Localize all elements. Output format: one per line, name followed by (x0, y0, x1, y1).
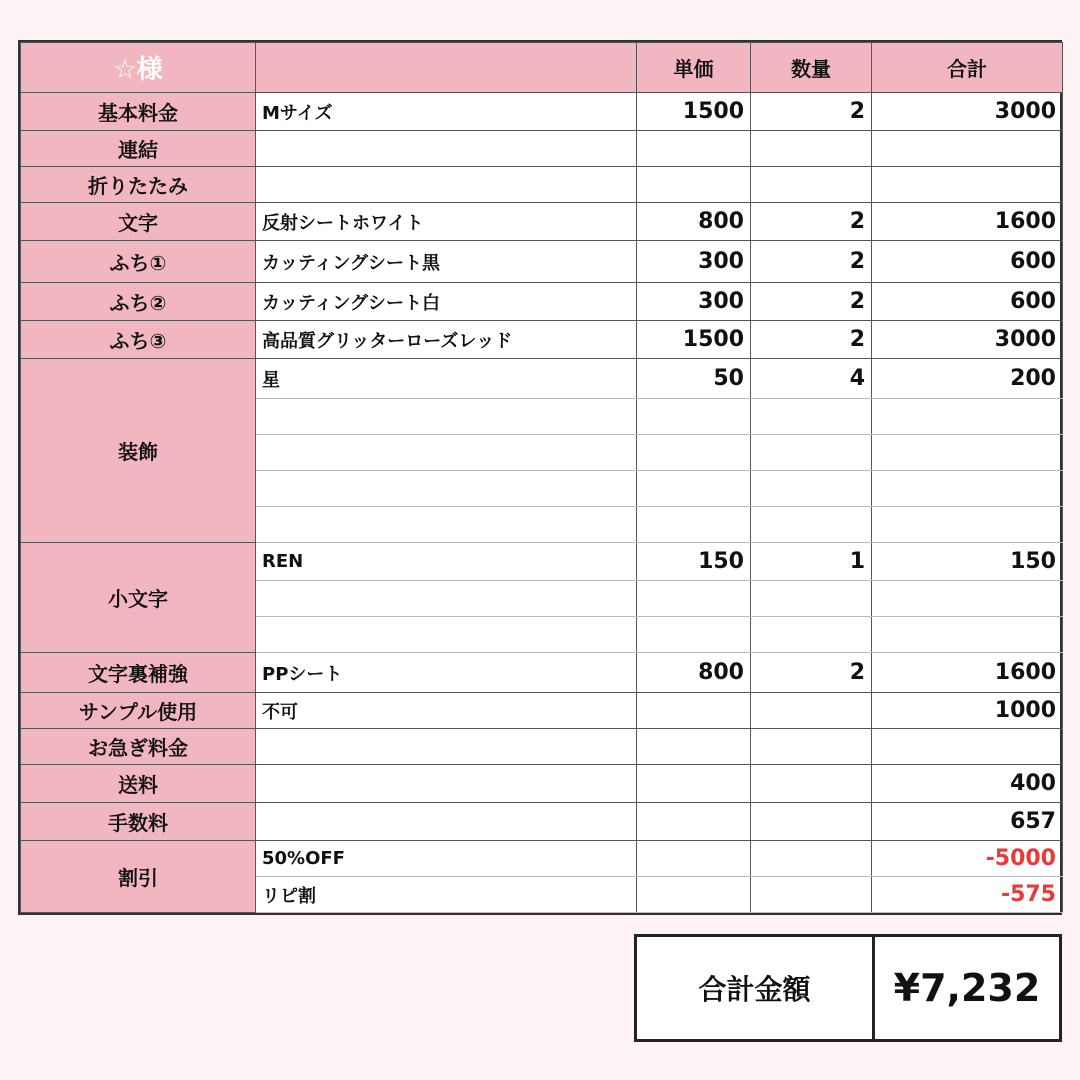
table-row (21, 841, 1063, 877)
row-total (872, 507, 1063, 543)
estimate-table-container (18, 40, 1062, 915)
row-qty: 4 (751, 359, 872, 399)
row-category: 折りたたみ (21, 167, 256, 203)
small-text-category: 小文字 (21, 543, 256, 653)
table-row (21, 359, 1063, 399)
customer-name-header: ☆様 (21, 43, 256, 93)
row-price: 800 (637, 203, 751, 241)
grand-total-label: 合計金額 (637, 937, 875, 1039)
row-category: 基本料金 (21, 93, 256, 131)
header-row (21, 43, 1063, 93)
row-total: 600 (872, 241, 1063, 283)
row-item (256, 507, 637, 543)
row-qty (751, 167, 872, 203)
table-row (21, 203, 1063, 241)
row-price: 1500 (637, 321, 751, 359)
row-qty: 2 (751, 321, 872, 359)
row-qty (751, 399, 872, 435)
row-qty (751, 693, 872, 729)
row-price (637, 841, 751, 877)
table-row (21, 93, 1063, 131)
discount-total: -575 (872, 877, 1063, 913)
table-row (21, 729, 1063, 765)
row-price: 800 (637, 653, 751, 693)
table-row (21, 653, 1063, 693)
estimate-table (20, 42, 1063, 913)
row-item: カッティングシート白 (256, 283, 637, 321)
row-category: 文字裏補強 (21, 653, 256, 693)
row-total (872, 471, 1063, 507)
row-item (256, 581, 637, 617)
row-category: ふち③ (21, 321, 256, 359)
row-category: 送料 (21, 765, 256, 803)
row-price (637, 131, 751, 167)
row-total: 3000 (872, 321, 1063, 359)
row-item (256, 729, 637, 765)
table-row (21, 241, 1063, 283)
grand-total-box (634, 934, 1062, 1042)
total-header: 合計 (872, 43, 1063, 93)
table-row (21, 803, 1063, 841)
row-item (256, 765, 637, 803)
row-item (256, 617, 637, 653)
row-qty (751, 507, 872, 543)
row-price (637, 581, 751, 617)
table-row (21, 167, 1063, 203)
row-qty (751, 581, 872, 617)
table-row (21, 693, 1063, 729)
row-category: お急ぎ料金 (21, 729, 256, 765)
row-qty (751, 729, 872, 765)
row-total (872, 581, 1063, 617)
discount-total: -5000 (872, 841, 1063, 877)
row-category: 文字 (21, 203, 256, 241)
row-total (872, 435, 1063, 471)
row-category: ふち① (21, 241, 256, 283)
row-qty: 2 (751, 93, 872, 131)
row-qty (751, 765, 872, 803)
row-qty: 2 (751, 653, 872, 693)
row-total (872, 617, 1063, 653)
row-total: 1600 (872, 203, 1063, 241)
row-price (637, 399, 751, 435)
row-item (256, 167, 637, 203)
discount-category: 割引 (21, 841, 256, 913)
row-category: 連結 (21, 131, 256, 167)
decoration-category: 装飾 (21, 359, 256, 543)
table-row (21, 321, 1063, 359)
row-price (637, 507, 751, 543)
row-qty (751, 841, 872, 877)
row-qty (751, 471, 872, 507)
row-total: 150 (872, 543, 1063, 581)
row-qty (751, 617, 872, 653)
row-total: 1600 (872, 653, 1063, 693)
row-total (872, 729, 1063, 765)
row-price: 300 (637, 283, 751, 321)
row-item: 50%OFF (256, 841, 637, 877)
row-total: 600 (872, 283, 1063, 321)
row-item (256, 399, 637, 435)
row-total: 3000 (872, 93, 1063, 131)
row-category: 手数料 (21, 803, 256, 841)
row-price (637, 877, 751, 913)
row-category: ふち② (21, 283, 256, 321)
row-price (637, 617, 751, 653)
row-total (872, 167, 1063, 203)
row-price: 50 (637, 359, 751, 399)
table-row (21, 543, 1063, 581)
row-item: REN (256, 543, 637, 581)
table-row (21, 283, 1063, 321)
row-item (256, 471, 637, 507)
table-row (21, 765, 1063, 803)
row-price: 300 (637, 241, 751, 283)
row-price (637, 803, 751, 841)
row-item: カッティングシート黒 (256, 241, 637, 283)
row-item: Mサイズ (256, 93, 637, 131)
row-item (256, 435, 637, 471)
row-item: 星 (256, 359, 637, 399)
row-item: 反射シートホワイト (256, 203, 637, 241)
row-item: PPシート (256, 653, 637, 693)
row-price (637, 471, 751, 507)
row-qty (751, 435, 872, 471)
row-qty (751, 877, 872, 913)
row-qty: 2 (751, 203, 872, 241)
row-qty (751, 803, 872, 841)
row-price: 1500 (637, 93, 751, 131)
row-price (637, 167, 751, 203)
row-item (256, 803, 637, 841)
row-price (637, 693, 751, 729)
row-qty: 2 (751, 283, 872, 321)
row-total (872, 399, 1063, 435)
row-item: 不可 (256, 693, 637, 729)
row-qty: 1 (751, 543, 872, 581)
row-item (256, 131, 637, 167)
row-price (637, 765, 751, 803)
row-total: 657 (872, 803, 1063, 841)
item-header (256, 43, 637, 93)
row-category: サンプル使用 (21, 693, 256, 729)
grand-total-value: ¥7,232 (893, 966, 1041, 1010)
table-row (21, 131, 1063, 167)
quantity-header: 数量 (751, 43, 872, 93)
row-qty (751, 131, 872, 167)
row-price (637, 729, 751, 765)
row-total: 200 (872, 359, 1063, 399)
row-total: 400 (872, 765, 1063, 803)
row-price: 150 (637, 543, 751, 581)
row-item: 高品質グリッターローズレッド (256, 321, 637, 359)
row-total (872, 131, 1063, 167)
row-price (637, 435, 751, 471)
row-total: 1000 (872, 693, 1063, 729)
row-qty: 2 (751, 241, 872, 283)
row-item: リピ割 (256, 877, 637, 913)
unit-price-header: 単価 (637, 43, 751, 93)
